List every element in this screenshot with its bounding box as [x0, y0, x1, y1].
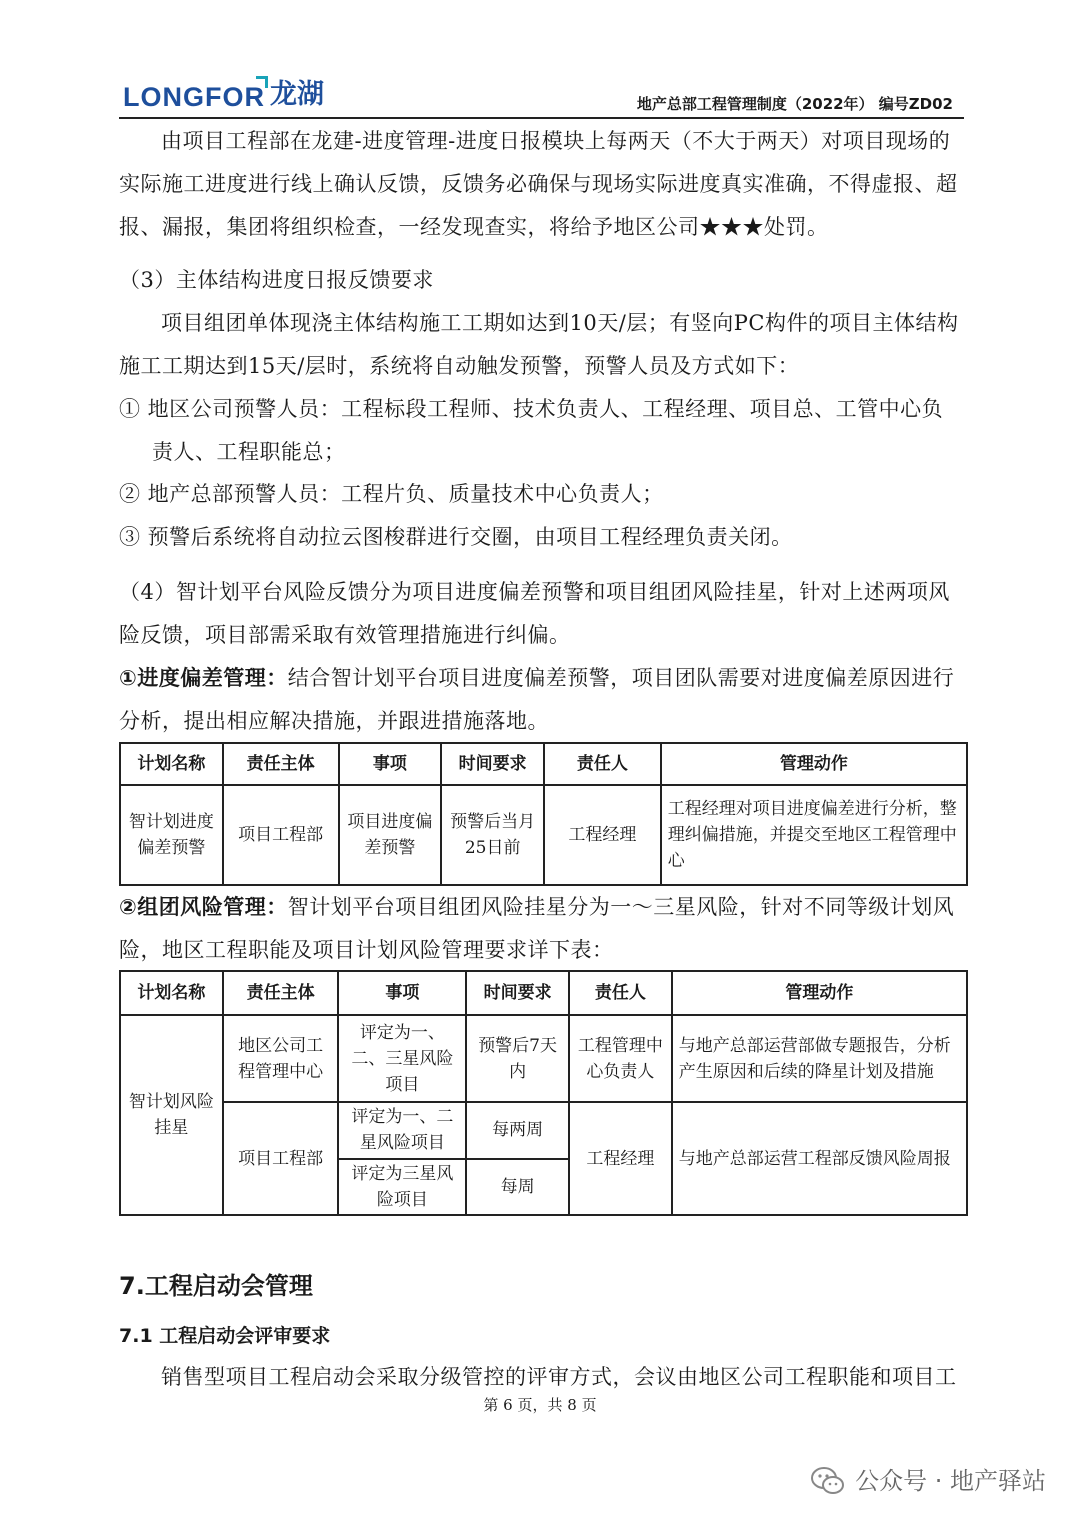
table-cell: 与地产总部运营工程部反馈风险周报 [672, 1102, 967, 1215]
table-header-cell: 管理动作 [672, 971, 967, 1015]
logo-text: LONGFOR [123, 82, 265, 112]
table-cell: 智计划进度偏差预警 [120, 785, 223, 885]
list-item-1: ① 地区公司预警人员：工程标段工程师、技术负责人、工程经理、项目总、工管中心负责人、工程职能总； [119, 397, 944, 464]
table-cell: 智计划风险挂星 [120, 1015, 223, 1215]
table-header-cell: 计划名称 [120, 743, 223, 785]
paragraph-risk-management [119, 886, 964, 972]
table-cell: 与地产总部运营部做专题报告，分析产生原因和后续的降星计划及措施 [672, 1015, 967, 1102]
table-cell: 工程管理中心负责人 [569, 1015, 672, 1102]
table-row [120, 1102, 967, 1158]
watermark-text: 公众号 · 地产驿站 [855, 1467, 1046, 1495]
risk-table [119, 970, 968, 1216]
watermark [811, 1464, 1046, 1498]
logo-mark-icon [256, 76, 268, 88]
table-cell: 项目工程部 [223, 1102, 339, 1215]
paragraph-text: 项目组团单体现浇主体结构施工工期如达到10天/层；有竖向PC构件的项目主体结构施工工期达到15天/层时，系统将自动触发预警，预警人员及方式如下： [119, 311, 959, 378]
wechat-icon [811, 1466, 845, 1496]
paragraph-progress-report [119, 120, 964, 249]
table-header-cell: 责任主体 [223, 971, 339, 1015]
table-cell: 工程经理 [569, 1102, 672, 1215]
table-header-cell: 责任人 [569, 971, 672, 1015]
page-number: 第 6 页，共 8 页 [483, 1396, 597, 1414]
table-header-cell: 时间要求 [441, 743, 544, 785]
table-cell: 评定为一、二、三星风险项目 [338, 1015, 466, 1102]
table-cell: 工程经理 [544, 785, 661, 885]
paragraph-text: 由项目工程部在龙建-进度管理-进度日报模块上每两天（不大于两天）对项目现场的实际施工进度进行线上确认反馈，反馈务必确保与现场实际进度真实准确，不得虚报、超报、漏报，集团将组织检查，一经发现查实，将给予地区公司★★★处罚。 [119, 129, 958, 239]
table-cell: 项目工程部 [223, 785, 339, 885]
section-heading: 7.工程启动会管理 [119, 1272, 313, 1300]
table-header-cell: 计划名称 [120, 971, 223, 1015]
paragraph-structure-progress [119, 302, 964, 388]
header-divider [119, 117, 964, 119]
table-cell: 评定为三星风险项目 [338, 1159, 466, 1215]
subsection-heading: 7.1 工程启动会评审要求 [119, 1325, 331, 1347]
list-item-2: ② 地产总部预警人员：工程片负、质量技术中心负责人； [119, 482, 664, 506]
table-cell: 工程经理对项目进度偏差进行分析，整理纠偏措施，并提交至地区工程管理中心 [661, 785, 967, 885]
logo-chinese: 龙湖 [270, 79, 324, 110]
table-header-cell: 责任主体 [223, 743, 339, 785]
table-row [120, 785, 967, 885]
table-header-cell: 事项 [339, 743, 442, 785]
table-header-cell: 时间要求 [466, 971, 569, 1015]
list-item-3: ③ 预警后系统将自动拉云图梭群进行交圈，由项目工程经理负责关闭。 [119, 525, 793, 549]
table-cell: 每两周 [466, 1102, 569, 1158]
table-cell: 预警后当月25日前 [441, 785, 544, 885]
subheading-3: （3）主体结构进度日报反馈要求 [119, 268, 434, 292]
paragraph-deviation-management [119, 657, 964, 743]
deviation-text: 结合智计划平台项目进度偏差预警，项目团队需要对进度偏差原因进行分析，提出相应解决措施，并跟进措施落地。 [119, 666, 955, 733]
risk-label: ②组团风险管理： [119, 895, 288, 919]
table-header-cell: 责任人 [544, 743, 661, 785]
table-cell: 每周 [466, 1159, 569, 1215]
table-header-cell: 事项 [338, 971, 466, 1015]
table-row [120, 1015, 967, 1102]
table-cell: 评定为一、二星风险项目 [338, 1102, 466, 1158]
risk-text: 智计划平台项目组团风险挂星分为一～三星风险，针对不同等级计划风险，地区工程职能及项目计划风险管理要求详下表： [119, 895, 955, 962]
table-cell: 预警后7天内 [466, 1015, 569, 1102]
paragraph-kickoff: 销售型项目工程启动会采取分级管控的评审方式，会议由地区公司工程职能和项目工 [161, 1365, 957, 1389]
deviation-label: ①进度偏差管理： [119, 666, 288, 690]
table-header-cell: 管理动作 [661, 743, 967, 785]
deviation-table [119, 742, 968, 886]
table-cell: 地区公司工程管理中心 [223, 1015, 339, 1102]
table-cell: 项目进度偏差预警 [339, 785, 442, 885]
document-header-title: 地产总部工程管理制度（2022年） 编号ZD02 [636, 95, 953, 113]
subheading-4: （4）智计划平台风险反馈分为项目进度偏差预警和项目组团风险挂星，针对上述两项风险反馈，项目部需采取有效管理措施进行纠偏。 [119, 580, 950, 647]
